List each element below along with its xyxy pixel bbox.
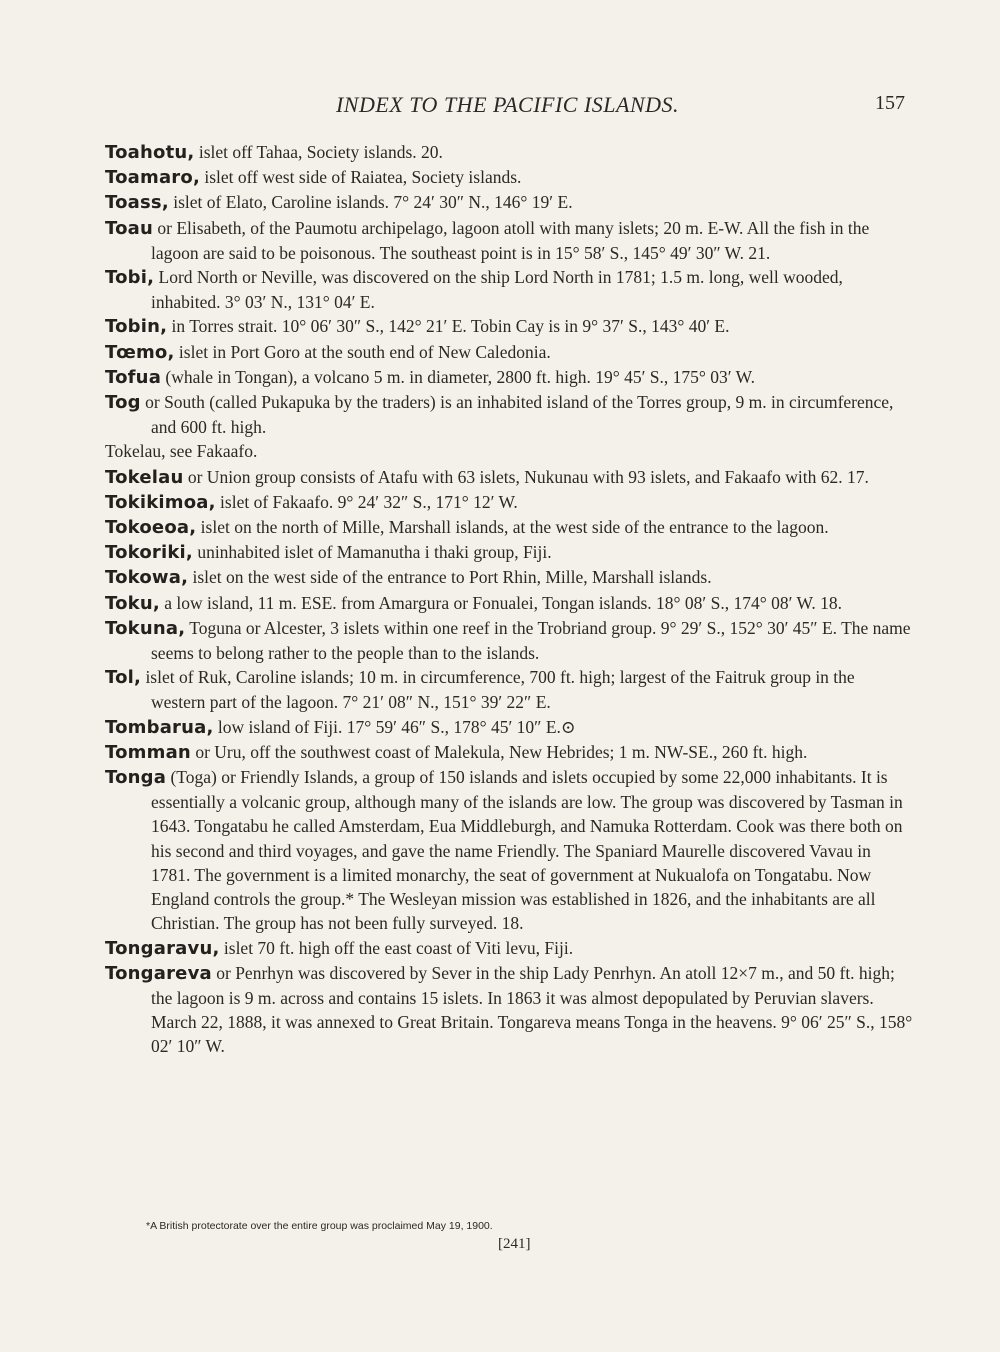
index-entry: [105, 961, 913, 1059]
entry-headword: Toku,: [105, 592, 160, 614]
index-entry: [105, 936, 913, 961]
entry-text: Tokelau, see Fakaafo.: [105, 441, 258, 462]
index-entry: [105, 165, 913, 190]
index-entry: [105, 365, 913, 390]
index-entry: [105, 439, 913, 464]
entry-headword: Tomman: [105, 741, 191, 763]
entry-headword: Toass,: [105, 192, 169, 214]
entry-text: or South (called Pukapuka by the traders) is an inhabited island of the Torres group, 9 m. in circumference, and 600 ft. high.: [140, 392, 894, 438]
entry-headword: Tonga: [105, 767, 167, 789]
entry-headword: Tombarua,: [105, 716, 214, 738]
index-entry: [105, 490, 913, 515]
entry-headword: Tobi,: [105, 267, 155, 289]
entry-text: a low island, 11 m. ESE. from Amargura or Fonualei, Tongan islands. 18° 08′ S., 174° 08′ W. 18.: [159, 592, 843, 613]
entry-text: or Elisabeth, of the Paumotu archipelago, lagoon atoll with many islets; 20 m. E-W. All the fish in the lagoon are said to be poisonous. The southeast point is in 15° 58′ S., 145° 49′ 30″ W. 21.: [151, 217, 870, 263]
entry-text: islet of Elato, Caroline islands. 7° 24′ 30″ N., 146° 19′ E.: [168, 192, 573, 213]
index-entry: [105, 465, 913, 490]
entry-text: low island of Fiji. 17° 59′ 46″ S., 178° 45′ 10″ E.⊙: [213, 716, 576, 737]
entry-text: islet off west side of Raiatea, Society islands.: [199, 167, 522, 188]
index-entry: [105, 665, 913, 714]
index-entry: [105, 140, 913, 165]
entry-text: islet of Fakaafo. 9° 24′ 32″ S., 171° 12′ W.: [215, 491, 518, 512]
entry-text: in Torres strait. 10° 06′ 30″ S., 142° 21′ E. Tobin Cay is in 9° 37′ S., 143° 40′ E.: [167, 316, 730, 337]
entry-text: (Toga) or Friendly Islands, a group of 150 islands and islets occupied by some 22,000 inhabitants. It is essentially a volcanic group, although many of the islands are low. The group was discovered by Tasman in 1643. Tongatabu he called Amsterdam, Eua Middleburgh, and Namuka Rotterdam. Cook was there both on his second and third voyages, and gave the name Friendly. The Spaniard Maurelle discovered Vavau in 1781. The government is a limited monarchy, the seat of government at Nukualofa on Tongatabu. Now England controls the group.* The Wesleyan mission was established in 1826, and the inhabitants are all Christian. The group has not been fully surveyed. 18.: [151, 767, 903, 934]
entry-text: islet on the north of Mille, Marshall islands, at the west side of the entrance to the lagoon.: [196, 517, 829, 538]
entry-text: (whale in Tongan), a volcano 5 m. in diameter, 2800 ft. high. 19° 45′ S., 175° 03′ W.: [161, 366, 755, 387]
index-entry: [105, 265, 913, 314]
index-entry: [105, 340, 913, 365]
entry-text: islet 70 ft. high off the east coast of Viti levu, Fiji.: [219, 937, 574, 958]
index-entry: [105, 540, 913, 565]
entry-headword: Tongaravu,: [105, 937, 220, 959]
entry-headword: Toau: [105, 217, 154, 239]
entry-headword: Toahotu,: [105, 142, 195, 163]
entry-text: Lord North or Neville, was discovered on the ship Lord North in 1781; 1.5 m. long, well wooded, inhabited. 3° 03′ N., 131° 04′ E.: [151, 267, 843, 313]
index-entry: [105, 765, 913, 935]
index-entry: [105, 591, 913, 616]
entry-text: Toguna or Alcester, 3 islets within one reef in the Trobriand group. 9° 29′ S., 152° 30′ 45″ E. The name seems to belong rather to the people than to the islands.: [151, 617, 911, 664]
entry-headword: Tog: [105, 392, 141, 414]
entry-text: or Penrhyn was discovered by Sever in the ship Lady Penrhyn. An atoll 12×7 m., and 50 ft. high; the lagoon is 9 m. across and contains 15 islets. In 1863 it was almost depopulated by Peruvian slavers. March 22, 1888, it was annexed to Great Britain. Tongareva means Tonga in the heavens. 9° 06′ 25″ S., 158° 02′ 10″ W.: [151, 962, 913, 1057]
footnote: *A British protectorate over the entire group was proclaimed May 19, 1900.: [146, 1220, 493, 1232]
index-entry: [105, 515, 913, 540]
entry-headword: Tokikimoa,: [105, 491, 216, 513]
page-header: [110, 92, 905, 122]
entry-text: or Uru, off the southwest coast of Malekula, New Hebrides; 1 m. NW-SE., 260 ft. high.: [190, 741, 808, 762]
running-title: INDEX TO THE PACIFIC ISLANDS.: [335, 92, 680, 117]
entry-headword: Toamaro,: [105, 167, 200, 189]
entry-headword: Tokelau: [105, 466, 184, 488]
index-entry: [105, 616, 913, 665]
entry-text: islet off Tahaa, Society islands. 20.: [194, 142, 443, 162]
index-entries: [105, 140, 913, 1059]
entry-headword: Tokoeoa,: [105, 517, 197, 539]
entry-headword: Tofua: [105, 366, 162, 388]
page-number: 157: [875, 92, 905, 114]
entry-headword: Tokowa,: [105, 567, 189, 589]
entry-headword: Tokuna,: [105, 617, 186, 639]
entry-text: islet in Port Goro at the south end of New Caledonia.: [174, 341, 551, 362]
entry-headword: Tokoriki,: [105, 542, 193, 564]
entry-text: islet on the west side of the entrance to Port Rhin, Mille, Marshall islands.: [188, 567, 712, 588]
entry-headword: Tol,: [105, 667, 142, 689]
entry-headword: Tobin,: [105, 316, 168, 338]
entry-text: islet of Ruk, Caroline islands; 10 m. in circumference, 700 ft. high; largest of the Faitruk group in the western part of the lagoon. 7° 21′ 08″ N., 151° 39′ 22″ E.: [141, 667, 855, 713]
entry-headword: Tongareva: [105, 962, 212, 984]
entry-headword: Tœmo,: [105, 341, 175, 363]
index-entry: [105, 216, 913, 265]
signature-mark: [241]: [498, 1236, 531, 1252]
entry-text: uninhabited islet of Mamanutha i thaki group, Fiji.: [192, 542, 552, 563]
index-entry: [105, 565, 913, 590]
index-entry: [105, 740, 913, 765]
index-entry: [105, 715, 913, 740]
index-entry: [105, 390, 913, 439]
entry-text: or Union group consists of Atafu with 63 islets, Nukunau with 93 islets, and Fakaafo with 62. 17.: [183, 466, 869, 487]
index-entry: [105, 190, 913, 215]
index-entry: [105, 314, 913, 339]
